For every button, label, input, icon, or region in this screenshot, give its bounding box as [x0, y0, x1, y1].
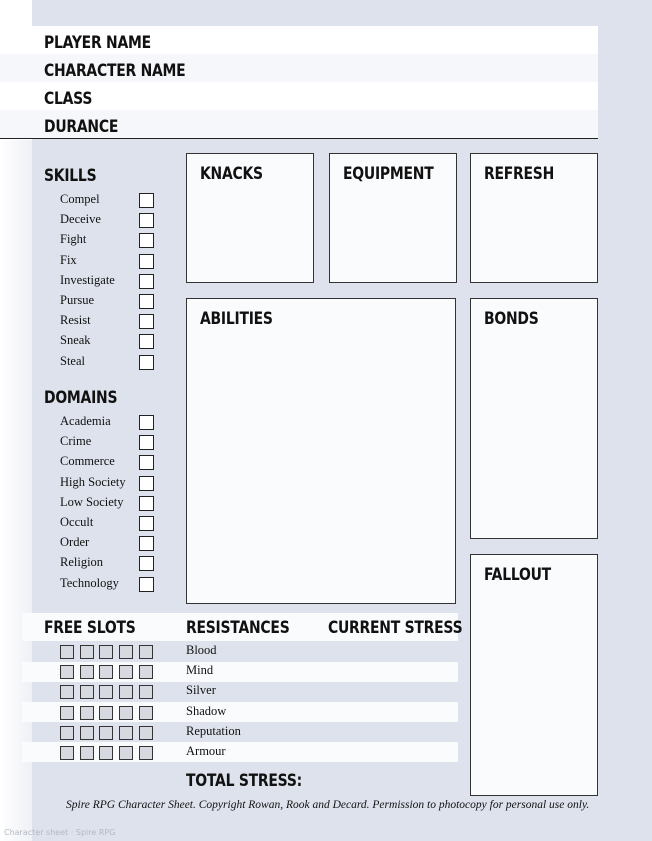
class-label: CLASS	[44, 89, 93, 109]
free-slot-checkbox[interactable]	[119, 665, 133, 679]
free-slot-checkbox[interactable]	[99, 746, 113, 760]
free-slot-checkbox[interactable]	[60, 645, 74, 659]
free-slot-checkbox[interactable]	[60, 706, 74, 720]
skill-label-compel: Compel	[60, 192, 100, 206]
fallout-panel[interactable]	[470, 554, 598, 796]
domain-checkbox-low-society[interactable]	[139, 496, 154, 511]
free-slot-checkbox[interactable]	[80, 645, 94, 659]
skill-label-fix: Fix	[60, 252, 77, 267]
free-slot-checkbox[interactable]	[139, 706, 153, 720]
abilities-panel[interactable]	[186, 298, 456, 604]
free-slot-checkbox[interactable]	[99, 645, 113, 659]
free-slot-checkbox[interactable]	[139, 645, 153, 659]
domain-label-low-society: Low Society	[60, 494, 124, 509]
skill-checkbox-pursue[interactable]	[139, 294, 154, 309]
skill-checkbox-steal[interactable]	[139, 355, 154, 370]
equipment-heading: EQUIPMENT	[343, 164, 434, 184]
copyright-footer: Spire RPG Character Sheet. Copyright Rowan, Rook and Decard. Permission to photocopy for personal use only.	[66, 799, 590, 811]
refresh-heading: REFRESH	[484, 164, 555, 184]
knacks-panel[interactable]	[186, 153, 314, 283]
free-slot-checkbox[interactable]	[99, 685, 113, 699]
abilities-heading: ABILITIES	[200, 309, 273, 329]
equipment-panel[interactable]	[329, 153, 457, 283]
domain-checkbox-order[interactable]	[139, 536, 154, 551]
free-slot-checkbox[interactable]	[60, 665, 74, 679]
skill-checkbox-compel[interactable]	[139, 193, 154, 208]
free-slot-checkbox[interactable]	[80, 706, 94, 720]
domain-label-academia: Academia	[60, 414, 111, 428]
free-slot-checkbox[interactable]	[80, 726, 94, 740]
domain-label-occult: Occult	[60, 515, 94, 529]
class-row[interactable]	[0, 82, 598, 111]
durance-label: DURANCE	[44, 117, 119, 137]
page-edge-fade	[0, 140, 32, 841]
domain-label-religion: Religion	[60, 555, 104, 570]
free-slot-checkbox[interactable]	[99, 706, 113, 720]
player-name-label: PLAYER NAME	[44, 33, 151, 53]
free-slot-checkbox[interactable]	[139, 746, 153, 760]
skill-label-resist: Resist	[60, 313, 91, 328]
fallout-heading: FALLOUT	[484, 565, 551, 585]
skills-heading: SKILLS	[44, 166, 97, 186]
character-name-label: CHARACTER NAME	[44, 61, 186, 81]
free-slot-checkbox[interactable]	[119, 726, 133, 740]
skill-checkbox-fix[interactable]	[139, 254, 154, 269]
domain-label-technology: Technology	[60, 575, 119, 590]
free-slots-heading: FREE SLOTS	[44, 618, 136, 638]
free-slot-checkbox[interactable]	[119, 685, 133, 699]
free-slot-checkbox[interactable]	[139, 665, 153, 679]
skill-label-fight: Fight	[60, 232, 87, 247]
domain-label-high-society: High Society	[60, 474, 126, 489]
skill-label-steal: Steal	[60, 353, 85, 368]
free-slot-checkbox[interactable]	[99, 665, 113, 679]
domains-heading: DOMAINS	[44, 388, 118, 408]
skill-checkbox-sneak[interactable]	[139, 334, 154, 349]
resistance-label-armour: Armour	[186, 744, 226, 758]
skill-checkbox-resist[interactable]	[139, 314, 154, 329]
domain-checkbox-religion[interactable]	[139, 556, 154, 571]
resistance-label-shadow: Shadow	[186, 703, 227, 718]
resistances-heading: RESISTANCES	[186, 618, 290, 638]
total-stress-label: TOTAL STRESS:	[186, 771, 302, 791]
resistance-label-mind: Mind	[186, 663, 214, 678]
domain-checkbox-commerce[interactable]	[139, 455, 154, 470]
domain-checkbox-crime[interactable]	[139, 435, 154, 450]
domain-checkbox-high-society[interactable]	[139, 476, 154, 491]
skill-checkbox-fight[interactable]	[139, 233, 154, 248]
free-slot-checkbox[interactable]	[119, 645, 133, 659]
domain-checkbox-occult[interactable]	[139, 516, 154, 531]
skill-checkbox-deceive[interactable]	[139, 213, 154, 228]
free-slot-checkbox[interactable]	[139, 685, 153, 699]
current-stress-heading: CURRENT STRESS	[328, 618, 463, 638]
skill-label-investigate: Investigate	[60, 272, 115, 287]
knacks-heading: KNACKS	[200, 164, 263, 184]
bonds-panel[interactable]	[470, 298, 598, 539]
skill-label-deceive: Deceive	[60, 212, 101, 227]
free-slot-checkbox[interactable]	[99, 726, 113, 740]
free-slot-checkbox[interactable]	[119, 746, 133, 760]
durance-row[interactable]	[0, 110, 598, 139]
domain-checkbox-academia[interactable]	[139, 415, 154, 430]
domain-label-crime: Crime	[60, 434, 92, 449]
free-slot-checkbox[interactable]	[60, 685, 74, 699]
free-slot-checkbox[interactable]	[80, 685, 94, 699]
skill-label-pursue: Pursue	[60, 293, 95, 307]
free-slot-checkbox[interactable]	[80, 665, 94, 679]
refresh-panel[interactable]	[470, 153, 598, 283]
resistance-label-reputation: Reputation	[186, 723, 241, 738]
free-slot-checkbox[interactable]	[119, 706, 133, 720]
watermark-text: Character sheet · Spire RPG	[4, 828, 116, 837]
domain-label-commerce: Commerce	[60, 454, 115, 469]
skill-checkbox-investigate[interactable]	[139, 274, 154, 289]
player-name-row[interactable]	[0, 26, 598, 55]
free-slot-checkbox[interactable]	[80, 746, 94, 760]
resistance-label-blood: Blood	[186, 643, 217, 657]
free-slot-checkbox[interactable]	[60, 726, 74, 740]
character-name-row[interactable]	[0, 54, 598, 83]
domain-checkbox-technology[interactable]	[139, 577, 154, 592]
free-slot-checkbox[interactable]	[139, 726, 153, 740]
resistance-label-silver: Silver	[186, 683, 216, 698]
skill-label-sneak: Sneak	[60, 333, 91, 348]
free-slot-checkbox[interactable]	[60, 746, 74, 760]
domain-label-order: Order	[60, 535, 90, 550]
bonds-heading: BONDS	[484, 309, 539, 329]
